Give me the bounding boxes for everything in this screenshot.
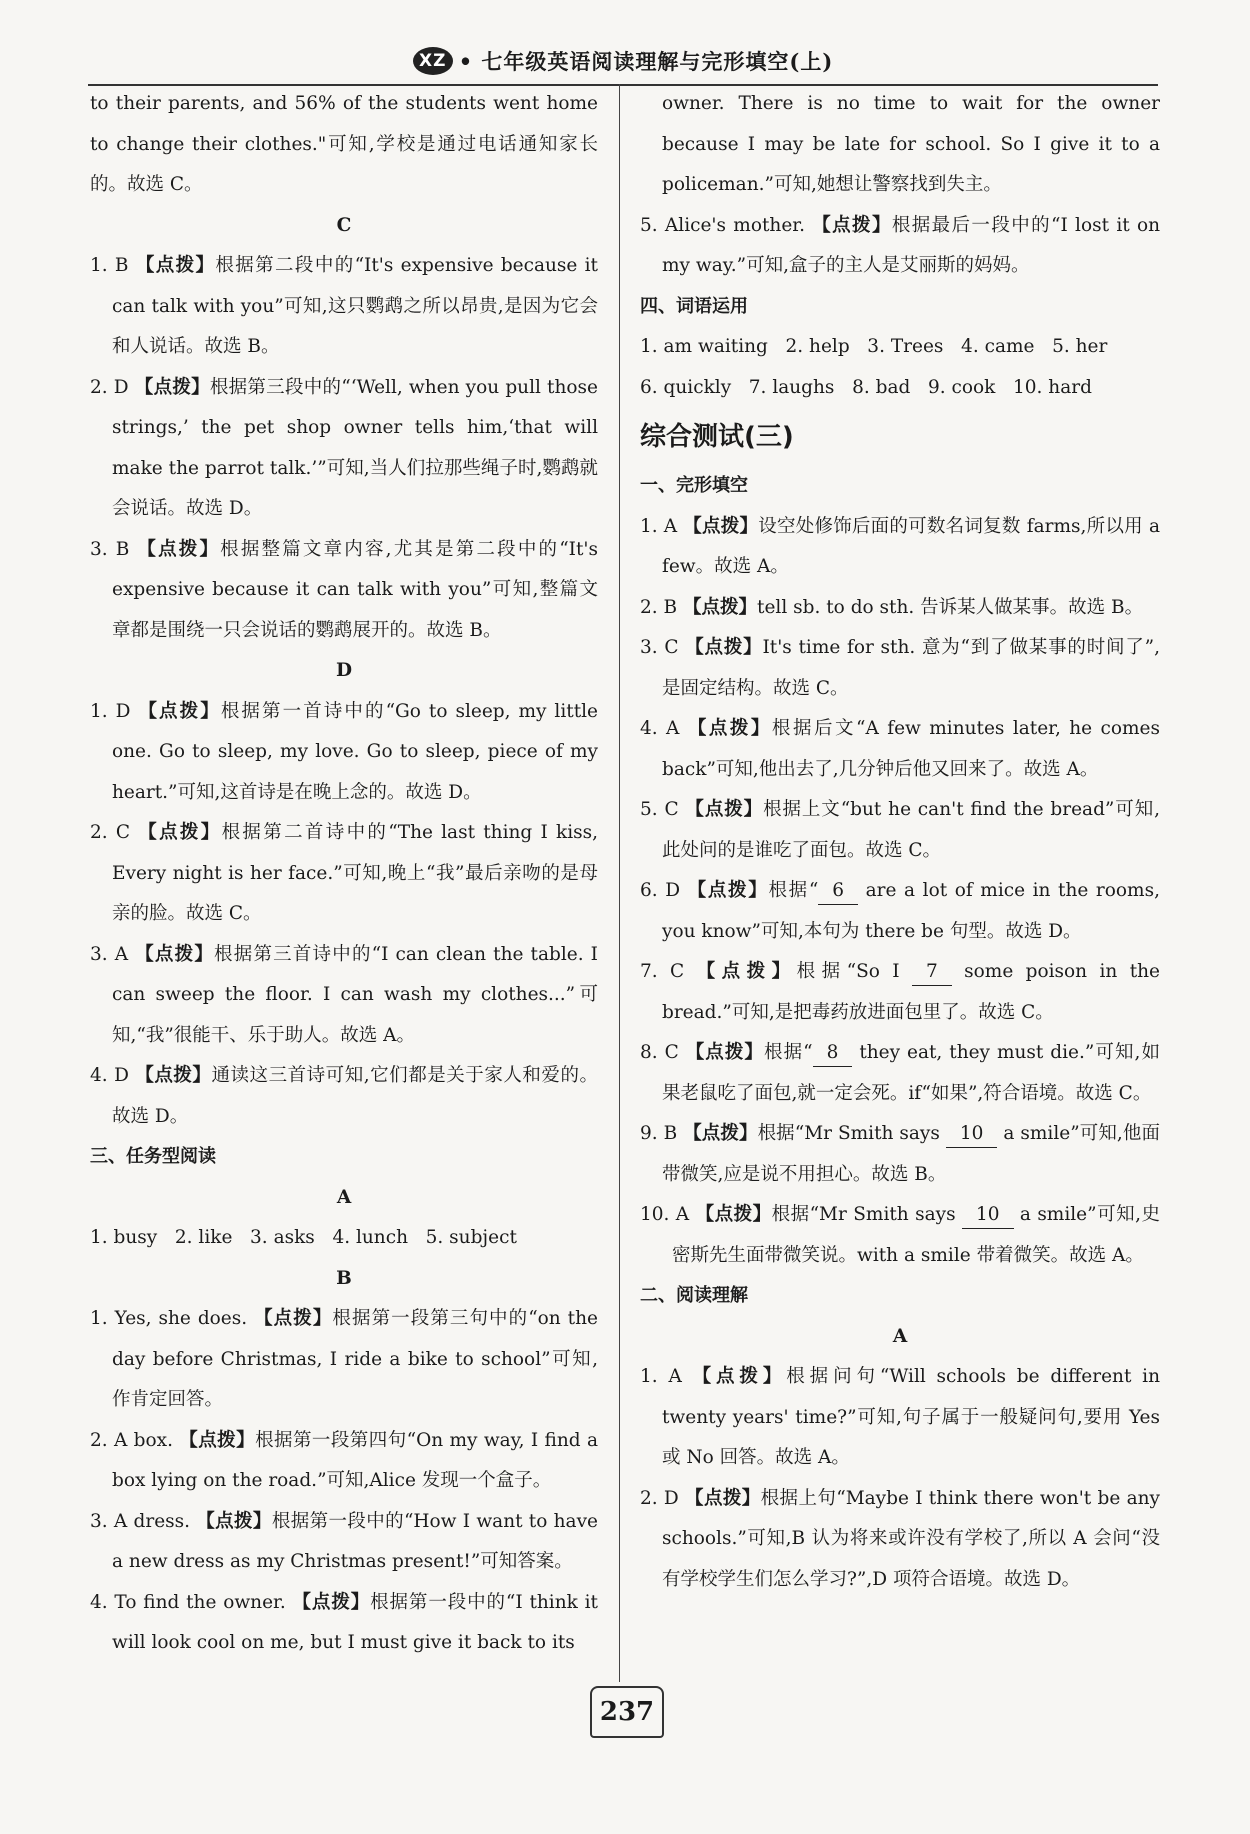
right-column xyxy=(640,84,1160,1600)
answer-item: 4. A 【点拨】根据后文“A few minutes later, he comes back”可知,他出去了,几分钟后他又回来了。故选 A。 xyxy=(640,718,1160,780)
section-letter-c: C xyxy=(336,214,352,236)
answer-blank: 6 xyxy=(818,878,858,905)
answer-item: 9. B 【点拨】根据“Mr Smith says 10 a smile”可知,他面带微笑,应是说不用担心。故选 B。 xyxy=(640,1123,1160,1185)
answer-item: 2. B 【点拨】tell sb. to do sth. 告诉某人做某事。故选 B。 xyxy=(640,596,1144,618)
answer-blank: 7 xyxy=(912,959,952,986)
answer-item: 2. C 【点拨】根据第二首诗中的“The last thing I kiss, Every night is her face.”可知,晚上“我”最后亲吻的是母亲的脸。故选 C。 xyxy=(90,822,598,924)
answer-item: 3. A dress. 【点拨】根据第一段中的“How I want to have a new dress as my Christmas present!”可知答案。 xyxy=(90,1510,598,1572)
test-title: 综合测试(三) xyxy=(640,422,794,452)
answer-item: 6. D 【点拨】根据“ 6 are a lot of mice in the rooms, you know”可知,本句为 there be 句型。故选 D。 xyxy=(640,880,1160,942)
answer-item: 4. D 【点拨】通读这三首诗可知,它们都是关于家人和爱的。故选 D。 xyxy=(90,1065,598,1127)
answer-item: 5. Alice's mother. 【点拨】根据最后一段中的“I lost it on my way.”可知,盒子的主人是艾丽斯的妈妈。 xyxy=(640,214,1160,276)
answer-item: 4. To find the owner. 【点拨】根据第一段中的“I think it will look cool on me, but I must give it back to its xyxy=(90,1591,598,1653)
answer-item: 2. A box. 【点拨】根据第一段第四句“On my way, I find a box lying on the road.”可知,Alice 发现一个盒子。 xyxy=(90,1429,598,1491)
answer-blank: 10 xyxy=(962,1202,1014,1229)
answer-item: 1. Yes, she does. 【点拨】根据第一段第三句中的“on the day before Christmas, I ride a bike to school”可知,作肯定回答。 xyxy=(90,1308,598,1410)
answer-item: 3. B 【点拨】根据整篇文章内容,尤其是第二段中的“It's expensive because it can talk with you”可知,整篇文章都是围绕一只会说话的鹦鹉展开的。故选 B。 xyxy=(90,538,598,641)
answer-list: 1. busy 2. like 3. asks 4. lunch 5. subject xyxy=(90,1227,517,1248)
answer-item: 1. A 【点拨】根据问句“Will schools be different in twenty years' time?”可知,句子属于一般疑问句,要用 Yes 或 No 回答。故选 A。 xyxy=(640,1366,1160,1468)
answer-blank: 10 xyxy=(946,1121,998,1148)
answer-list: 1. am waiting 2. help 3. Trees 4. came 5. her xyxy=(640,336,1108,357)
section-heading: 三、任务型阅读 xyxy=(90,1146,216,1167)
answer-item: 1. A 【点拨】设空处修饰后面的可数名词复数 farms,所以用 a few。故选 A。 xyxy=(640,515,1160,577)
column-divider xyxy=(619,84,620,1682)
page-number: 237 xyxy=(590,1686,664,1738)
section-letter-a: A xyxy=(336,1186,352,1208)
answer-item: 2. D 【点拨】根据上句“Maybe I think there won't be any schools.”可知,B 认为将来或许没有学校了,所以 A 会问“没有学校学生们怎么学习?”,D 项符合语境。故选 D。 xyxy=(640,1487,1160,1590)
answer-list: 6. quickly 7. laughs 8. bad 9. cook 10. hard xyxy=(640,376,1092,398)
answer-item: 2. D 【点拨】根据第三段中的“‘Well, when you pull those strings,’ the pet shop owner tells him,‘that will make the parrot talk.’”可知,当人们拉那些绳子时,鹦鹉就会说话。故选 D。 xyxy=(90,376,598,519)
running-header xyxy=(88,38,1158,86)
section-heading: 一、完形填空 xyxy=(640,475,748,496)
publisher-logo: XZ xyxy=(413,47,453,75)
answer-item: 8. C 【点拨】根据“ 8 they eat, they must die.”可知,如果老鼠吃了面包,就一定会死。if“如果”,符合语境。故选 C。 xyxy=(640,1042,1160,1104)
answer-item: 3. A 【点拨】根据第三首诗中的“I can clean the table. I can sweep the floor. I can wash my clothes...”可知,“我”很能干、乐于助人。故选 A。 xyxy=(90,943,598,1046)
section-letter-d: D xyxy=(335,660,353,681)
answer-blank: 8 xyxy=(813,1040,853,1067)
continued-text: owner. There is no time to wait for the owner because I may be late for school. So I give it to a policeman.”可知,她想让警察找到失主。 xyxy=(662,93,1160,195)
answer-item: 7. C 【点拨】根据“So I 7 some poison in the bread.”可知,是把毒药放进面包里了。故选 C。 xyxy=(640,961,1161,1023)
section-letter-b: B xyxy=(336,1267,352,1289)
answer-item: 5. C 【点拨】根据上文“but he can't find the bread”可知,此处问的是谁吃了面包。故选 C。 xyxy=(640,799,1160,861)
section-heading: 二、阅读理解 xyxy=(640,1285,748,1306)
section-letter-a: A xyxy=(892,1325,908,1347)
answer-item: 1. B 【点拨】根据第二段中的“It's expensive because it can talk with you”可知,这只鹦鹉之所以昂贵,是因为它会和人说话。故选 B。 xyxy=(90,255,598,357)
answer-item: 10. A 【点拨】根据“Mr Smith says 10 a smile”可知,史密斯先生面带微笑说。with a smile 带着微笑。故选 A。 xyxy=(640,1204,1160,1266)
left-column xyxy=(90,84,598,1664)
continued-text: to their parents, and 56% of the students went home to change their clothes."可知,学校是通过电话通知家长的。故选 C。 xyxy=(90,93,598,195)
answer-item: 3. C 【点拨】It's time for sth. 意为“到了做某事的时间了”,是固定结构。故选 C。 xyxy=(640,637,1160,699)
answer-item: 1. D 【点拨】根据第一首诗中的“Go to sleep, my little one. Go to sleep, my love. Go to sleep, piece of my heart.”可知,这首诗是在晚上念的。故选 D。 xyxy=(90,700,598,803)
section-heading: 四、词语运用 xyxy=(640,295,748,317)
book-title: • 七年级英语阅读理解与完形填空(上) xyxy=(458,49,834,74)
